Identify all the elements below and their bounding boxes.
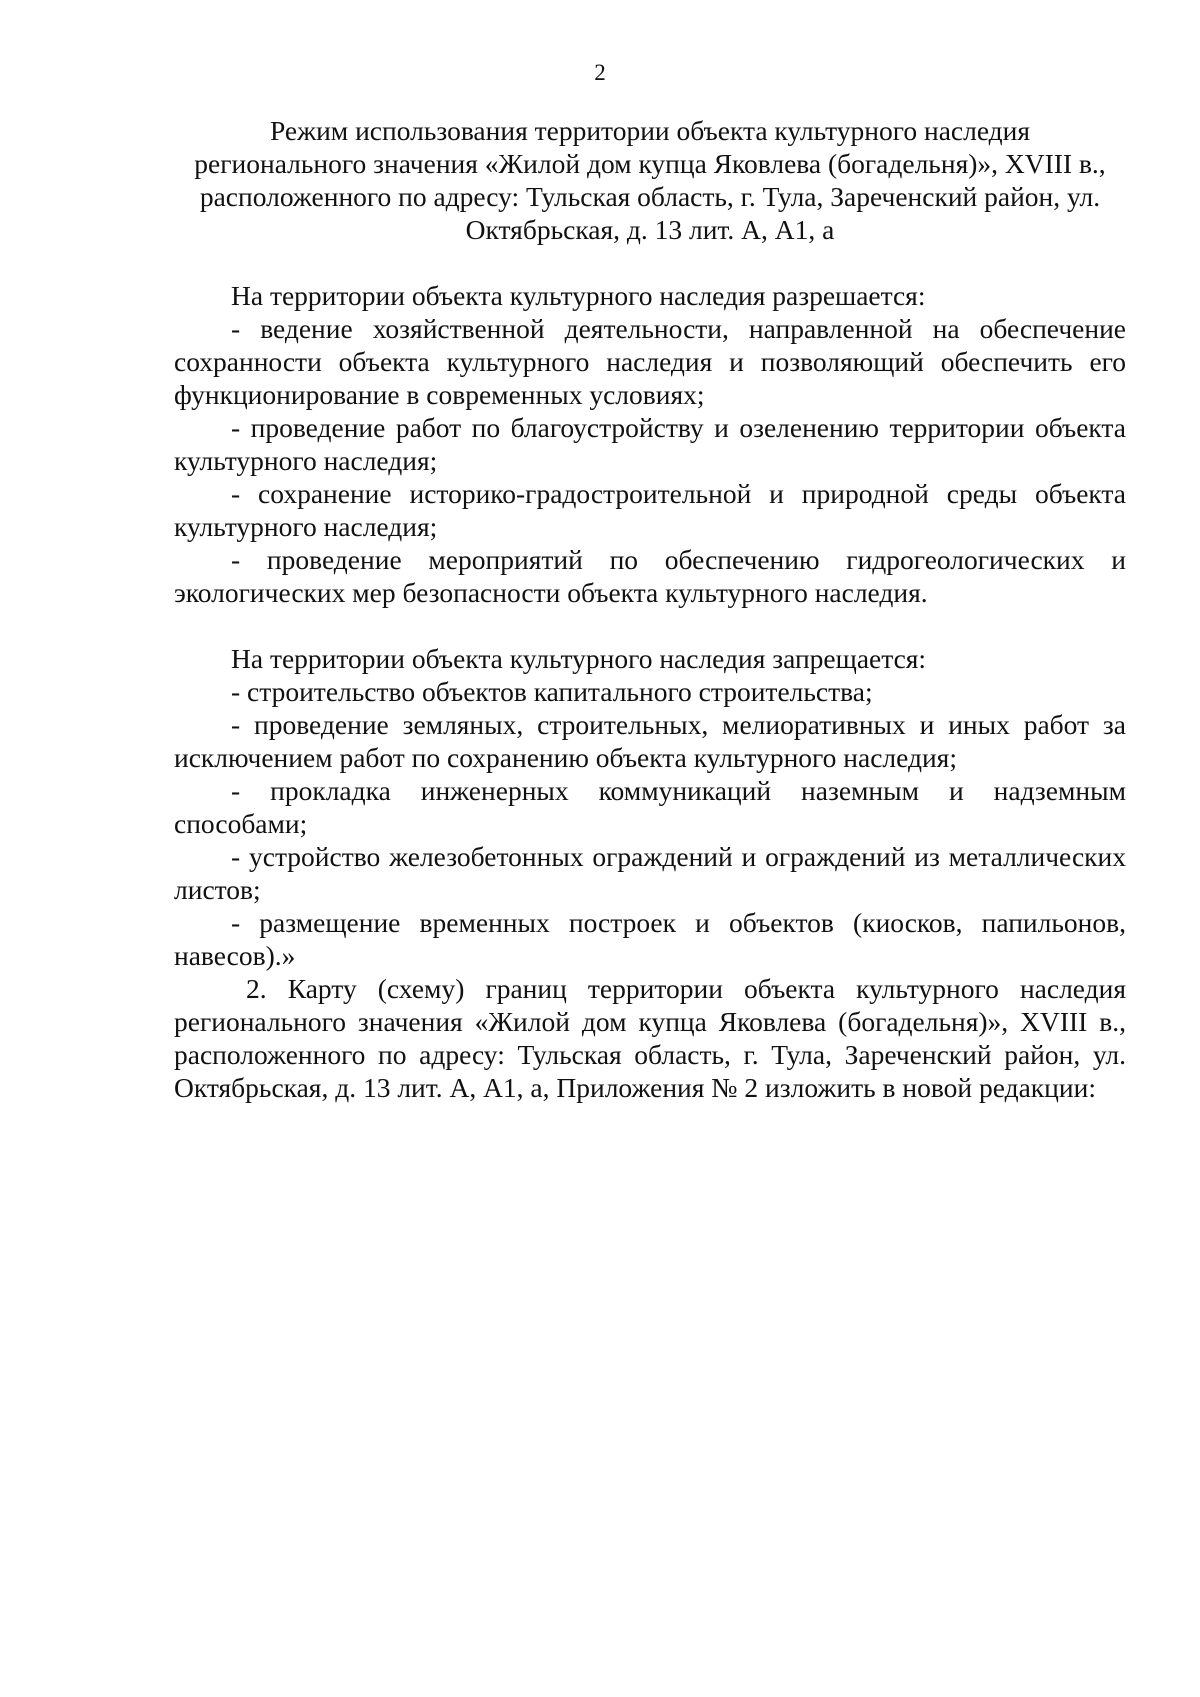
heading-line-2: регионального значения «Жилой дом купца Яковлева (богадельня)», XVIII в., xyxy=(194,148,1106,179)
allowed-item: - ведение хозяйственной деятельности, направленной на обеспечение сохранности объекта культурного наследия и позволяющий обеспечить его функционирование в современных условиях; xyxy=(174,313,1126,410)
heading-line-1: Режим использования территории объекта культурного наследия xyxy=(269,115,1031,146)
allowed-item: - проведение работ по благоустройству и озеленению территории объекта культурного наследия; xyxy=(174,412,1126,476)
prohibited-section xyxy=(174,642,1126,1104)
prohibited-lead: На территории объекта культурного наследия запрещается: xyxy=(231,643,927,674)
prohibited-item: - прокладка инженерных коммуникаций наземным и надземным способами; xyxy=(174,775,1126,839)
prohibited-item: - строительство объектов капитального строительства; xyxy=(231,676,873,707)
allowed-lead: На территории объекта культурного наследия разрешается: xyxy=(231,280,926,311)
clause-2-paragraph: 2. Карту (схему) границ территории объекта культурного наследия регионального значения «Жилой дом купца Яковлева (богадельня)», XVIII в., расположенного по адресу: Тульская область, г. Тула, Зареченский район, ул. Октябрьская, д. 13 лит. А, А1, а, Приложения № 2 изложить в новой редакции: xyxy=(174,973,1126,1103)
allowed-item: - проведение мероприятий по обеспечению гидрогеологических и экологических мер безопасности объекта культурного наследия. xyxy=(174,544,1126,608)
prohibited-item: - размещение временных построек и объектов (киосков, папильонов, навесов).» xyxy=(174,907,1126,971)
heading-line-3: расположенного по адресу: Тульская область, г. Тула, Зареченский район, ул. xyxy=(199,181,1101,212)
page-number: 2 xyxy=(594,60,606,85)
prohibited-item: - устройство железобетонных ограждений и ограждений из металлических листов; xyxy=(174,841,1126,905)
document-heading xyxy=(174,114,1126,246)
document-body xyxy=(174,114,1126,1104)
allowed-section xyxy=(174,279,1126,609)
prohibited-item: - проведение земляных, строительных, мелиоративных и иных работ за исключением работ по сохранению объекта культурного наследия; xyxy=(174,709,1126,773)
allowed-item: - сохранение историко-градостроительной и природной среды объекта культурного наследия; xyxy=(174,478,1126,542)
heading-line-4: Октябрьская, д. 13 лит. А, А1, а xyxy=(465,214,835,245)
